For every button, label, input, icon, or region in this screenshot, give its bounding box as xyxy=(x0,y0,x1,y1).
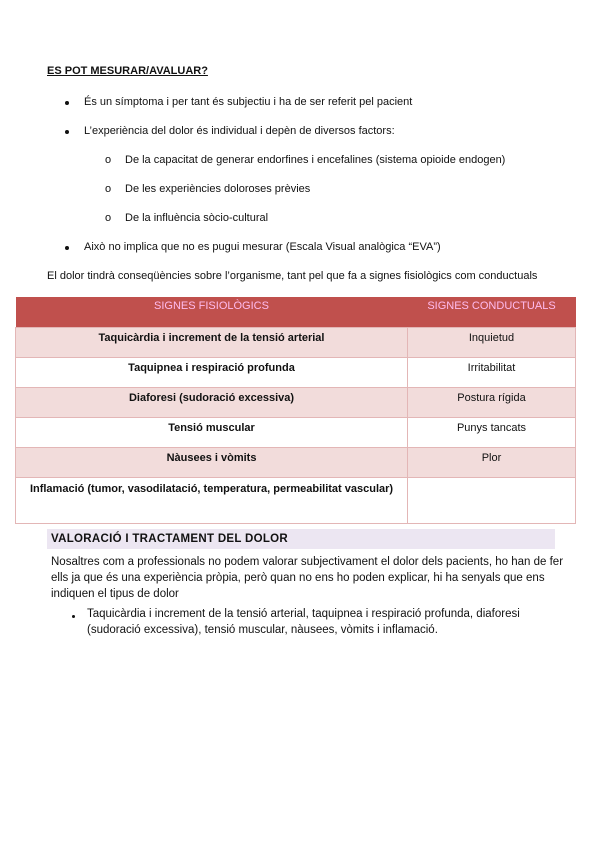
cell-behavioral: Postura rígida xyxy=(408,388,576,418)
cell-behavioral: Plor xyxy=(408,448,576,478)
cell-physiological: Taquicàrdia i increment de la tensió arterial xyxy=(16,328,408,358)
heading: ES POT MESURAR/AVALUAR? xyxy=(47,65,208,77)
cell-behavioral xyxy=(408,478,576,524)
cell-physiological: Tensió muscular xyxy=(16,418,408,448)
cell-physiological: Taquipnea i respiració profunda xyxy=(16,358,408,388)
bullet-icon xyxy=(65,101,69,105)
cell-behavioral: Inquietud xyxy=(408,328,576,358)
table-row xyxy=(16,388,576,418)
cell-physiological: Nàusees i vòmits xyxy=(16,448,408,478)
sub-bullet-text: De les experiències doloroses prèvies xyxy=(125,183,311,195)
bullet-icon xyxy=(65,130,69,134)
bullet-icon xyxy=(72,615,75,618)
table-header-row xyxy=(16,297,576,328)
cell-physiological: Inflamació (tumor, vasodilatació, temperatura, permeabilitat vascular) xyxy=(16,478,408,524)
table-row xyxy=(16,478,576,524)
section-paragraph: Nosaltres com a professionals no podem valorar subjectivament el dolor dels pacients, ho han de fer ells ja que és una experiència pròpia, però quan no ens ho poden explicar, hi ha senyals que ens indiquen el tipus de dolor xyxy=(51,556,564,600)
cell-behavioral: Punys tancats xyxy=(408,418,576,448)
sub-bullet-icon: o xyxy=(105,154,112,166)
bullet-icon xyxy=(65,246,69,250)
header-behavioral: SIGNES CONDUCTUALS xyxy=(408,297,576,328)
sub-bullet-icon: o xyxy=(105,212,112,224)
cell-behavioral: Irritabilitat xyxy=(408,358,576,388)
table-row xyxy=(16,358,576,388)
sub-bullet-text: De la capacitat de generar endorfines i encefalines (sistema opioide endogen) xyxy=(125,154,506,166)
intro-text: El dolor tindrà conseqüències sobre l’organisme, tant pel que fa a signes fisiològics com conductuals xyxy=(47,270,538,282)
sub-bullet-text: De la influència sòcio-cultural xyxy=(125,212,269,224)
signs-table xyxy=(15,297,576,524)
bullet-text: És un símptoma i per tant és subjectiu i ha de ser referit pel pacient xyxy=(84,96,413,108)
header-physiological: SIGNES FISIOLÒGICS xyxy=(16,297,408,328)
table-row xyxy=(16,418,576,448)
section-bullet-text: Taquicàrdia i increment de la tensió arterial, taquipnea i respiració profunda, diaforesi (sudoració excessiva), tensió muscular, nàusees, vòmits i inflamació. xyxy=(87,608,520,636)
bullet-text: L’experiència del dolor és individual i depèn de diversos factors: xyxy=(84,125,395,137)
bullet-text: Això no implica que no es pugui mesurar (Escala Visual analògica “EVA”) xyxy=(84,241,441,253)
table-row xyxy=(16,448,576,478)
table-row xyxy=(16,328,576,358)
sub-bullet-icon: o xyxy=(105,183,112,195)
section-title: VALORACIÓ I TRACTAMENT DEL DOLOR xyxy=(47,529,555,549)
cell-physiological: Diaforesi (sudoració excessiva) xyxy=(16,388,408,418)
